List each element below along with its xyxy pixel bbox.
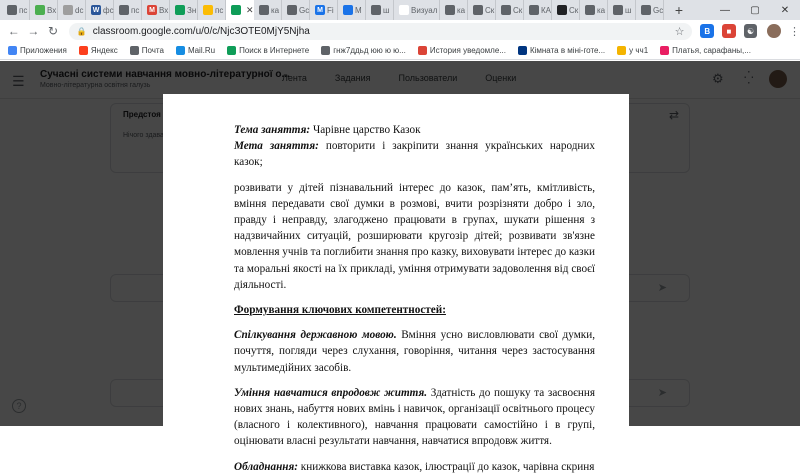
close-window-icon[interactable]: ✕: [780, 4, 790, 16]
browser-tab[interactable]: [30, 0, 58, 20]
tab-favicon-icon: [445, 5, 455, 15]
bookmark-favicon-icon: [660, 46, 669, 55]
bookmark-label: Кімната в міні-готе...: [529, 46, 606, 55]
browser-tab[interactable]: [86, 0, 114, 20]
bookmark-favicon-icon: [8, 46, 17, 55]
window-controls: [710, 0, 800, 20]
bookmark-favicon-icon: [227, 46, 236, 55]
competences-heading: [234, 302, 595, 318]
tab-title: Fi: [327, 5, 334, 15]
tab-favicon-icon: [203, 5, 213, 15]
browser-tab[interactable]: [608, 0, 636, 20]
lifelong-learning-text: Здатність до пошуку та засвоєння нових знань, набуття нових вмінь і навичок, організації освітнього процесу (власного і колективного), навчання працювати самостійно і в групі, оцінювати власні результати навчання, навчатися впродовж життя.: [234, 386, 595, 448]
tab-favicon-icon: W: [92, 6, 100, 14]
browser-tab[interactable]: [394, 0, 440, 20]
bookmarks-bar: [0, 42, 800, 60]
equipment-paragraph: [234, 459, 595, 475]
lifelong-learning-paragraph: [234, 385, 595, 450]
tab-favicon-icon: [343, 5, 353, 15]
browser-tab[interactable]: [282, 0, 310, 20]
bookmark-favicon-icon: [130, 46, 139, 55]
bookmark-label: Mail.Ru: [187, 46, 216, 55]
bookmark-item[interactable]: [8, 46, 67, 55]
address-bar[interactable]: [69, 23, 693, 40]
browser-menu-icon[interactable]: ⋮: [789, 25, 800, 38]
tab-title: КА: [541, 5, 551, 15]
bookmark-favicon-icon: [321, 46, 330, 55]
tab-favicon-icon: [259, 5, 269, 15]
browser-tab[interactable]: [636, 0, 664, 20]
tab-title: dc: [75, 5, 84, 15]
bookmark-item[interactable]: [518, 46, 605, 55]
bookmark-favicon-icon: [176, 46, 185, 55]
reload-icon[interactable]: ↻: [47, 24, 59, 38]
tab-favicon-icon: [63, 5, 73, 15]
bookmark-item[interactable]: [660, 46, 751, 55]
tab-title: Gc: [653, 5, 664, 15]
bookmark-label: Яндекс: [90, 46, 118, 55]
tab-favicon-icon: [175, 5, 185, 15]
maximize-icon[interactable]: ▢: [750, 4, 760, 16]
state-language-paragraph: [234, 327, 595, 376]
tab-favicon-icon: [7, 5, 17, 15]
tab-favicon-icon: [585, 5, 595, 15]
state-language-text: Вміння усно висловлювати свої думки, почуття, погляди через слухання, говоріння, читання через застосування мультимедійних засобів.: [234, 329, 595, 374]
topic-line: [234, 122, 595, 138]
bookmark-favicon-icon: [617, 46, 626, 55]
new-tab-button[interactable]: +: [674, 2, 684, 18]
browser-tab[interactable]: [552, 0, 580, 20]
browser-tab[interactable]: [524, 0, 552, 20]
bookmark-item[interactable]: [617, 46, 648, 55]
browser-toolbar: [0, 20, 800, 42]
extension-icon[interactable]: B: [700, 24, 714, 38]
browser-tab[interactable]: [142, 0, 170, 20]
bookmark-label: у чч1: [629, 46, 649, 55]
tab-favicon-icon: [613, 5, 623, 15]
browser-tab[interactable]: [2, 0, 30, 20]
close-tab-icon[interactable]: ✕: [246, 4, 254, 15]
goal-line: [234, 138, 595, 170]
bookmark-label: История уведомле...: [429, 46, 506, 55]
browser-tab[interactable]: [310, 0, 338, 20]
browser-tab-strip: [0, 0, 800, 20]
tab-title: ка: [597, 5, 606, 15]
bookmark-favicon-icon: [418, 46, 427, 55]
browser-tab[interactable]: [440, 0, 468, 20]
competences-heading-text: Формування ключових компетентностей:: [234, 304, 446, 317]
goal-value: повторити і закріпити знання українських народних казок;: [234, 140, 595, 169]
tab-title: Зн: [187, 5, 197, 15]
tab-title: Gc: [299, 5, 310, 15]
tab-favicon-icon: [473, 5, 483, 15]
tab-title: Ск: [485, 5, 495, 15]
bookmark-favicon-icon: [518, 46, 527, 55]
back-arrow-icon[interactable]: ←: [7, 24, 20, 38]
lifelong-learning-label: Уміння навчатися впродовж життя.: [234, 386, 428, 399]
bookmark-label: Платья, сарафаны,...: [672, 46, 751, 55]
tab-title: M: [355, 5, 362, 15]
bookmark-label: Поиск в Интернете: [239, 46, 310, 55]
tab-favicon-icon: [35, 5, 45, 15]
tab-favicon-icon: [529, 5, 539, 15]
equipment-label: Обладнання:: [234, 460, 298, 473]
bookmark-star-icon[interactable]: ☆: [674, 25, 685, 38]
tab-list: [2, 0, 664, 20]
tab-title: пс: [19, 5, 28, 15]
bookmark-favicon-icon: [79, 46, 88, 55]
document-page: [163, 94, 629, 473]
browser-tab[interactable]: [254, 0, 282, 20]
url-text: classroom.google.com/u/0/c/NjcЗОТЕ0MjY5Njha: [92, 25, 310, 37]
tab-title: Вх: [47, 5, 57, 15]
tab-favicon-icon: [641, 5, 651, 15]
bookmark-item[interactable]: [176, 46, 215, 55]
tab-favicon-icon: [119, 5, 129, 15]
tab-title: пс: [131, 5, 140, 15]
topic-value: Чарівне царство Казок: [310, 124, 421, 136]
bookmark-label: гнж7ддьд юю ю ю...: [333, 46, 406, 55]
tab-favicon-icon: [231, 5, 241, 15]
tab-favicon-icon: [371, 5, 381, 15]
browser-tab[interactable]: [114, 0, 142, 20]
browser-tab[interactable]: [496, 0, 524, 20]
bookmark-item[interactable]: [321, 46, 406, 55]
tab-favicon-icon: M: [315, 5, 325, 15]
lock-icon: 🔒: [76, 26, 87, 36]
goal-label: Мета заняття:: [234, 140, 319, 153]
browser-tab[interactable]: [170, 0, 198, 20]
tab-title: ш: [383, 5, 390, 15]
forward-arrow-icon[interactable]: →: [27, 24, 40, 38]
tab-title: ка: [457, 5, 466, 15]
browser-tab[interactable]: [366, 0, 394, 20]
extension-icon[interactable]: ☯: [744, 24, 758, 38]
topic-label: Тема заняття:: [234, 124, 311, 136]
browser-tab[interactable]: [580, 0, 608, 20]
tab-title: ш: [625, 5, 632, 15]
bookmark-item[interactable]: [130, 46, 164, 55]
tab-favicon-icon: M: [147, 5, 157, 15]
minimize-icon[interactable]: —: [720, 4, 730, 16]
tab-title: пс: [215, 5, 224, 15]
tab-favicon-icon: [557, 5, 567, 15]
bookmark-item[interactable]: [79, 46, 118, 55]
equipment-text: книжкова виставка казок, ілюстрації до казок, чарівна скриня: [297, 460, 595, 473]
bookmark-label: Почта: [141, 46, 164, 55]
tab-title: ка: [271, 5, 280, 15]
tab-title: Визуал: [411, 5, 438, 15]
bookmark-item[interactable]: [227, 46, 309, 55]
browser-tab[interactable]: [338, 0, 366, 20]
tab-title: Ск: [513, 5, 523, 15]
tab-title: фс: [103, 5, 114, 15]
browser-tab[interactable]: [226, 0, 254, 20]
tab-title: Ск: [569, 5, 579, 15]
goal-paragraph: розвивати у дітей пізнавальний інтерес до казок, пам’ять, кмітливість, вміння передавати свої думки в розмові, вчити розрізняти добро і зло, правду і неправду, злагоджено працювати в групах, шукати рішення з надзвичайних ситуацій, розширювати кругозір дітей; розвивати зв'язне мовлення учнів та поглибити знання про казку, виховувати інтерес до казки та моральні якості на їх прикладі, уміння отримувати задоволення від своєї діяльності.: [234, 181, 595, 291]
state-language-label: Спілкування державною мовою.: [234, 329, 397, 342]
browser-tab[interactable]: [468, 0, 496, 20]
bookmark-item[interactable]: [418, 46, 506, 55]
tab-favicon-icon: [399, 5, 409, 15]
browser-tab[interactable]: [58, 0, 86, 20]
tab-favicon-icon: [287, 5, 297, 15]
tab-favicon-icon: [501, 5, 511, 15]
profile-avatar[interactable]: [767, 24, 781, 38]
extension-icon[interactable]: ■: [722, 24, 736, 38]
tab-title: Вх: [159, 5, 169, 15]
bookmark-label: Приложения: [20, 46, 67, 55]
browser-tab[interactable]: [198, 0, 226, 20]
